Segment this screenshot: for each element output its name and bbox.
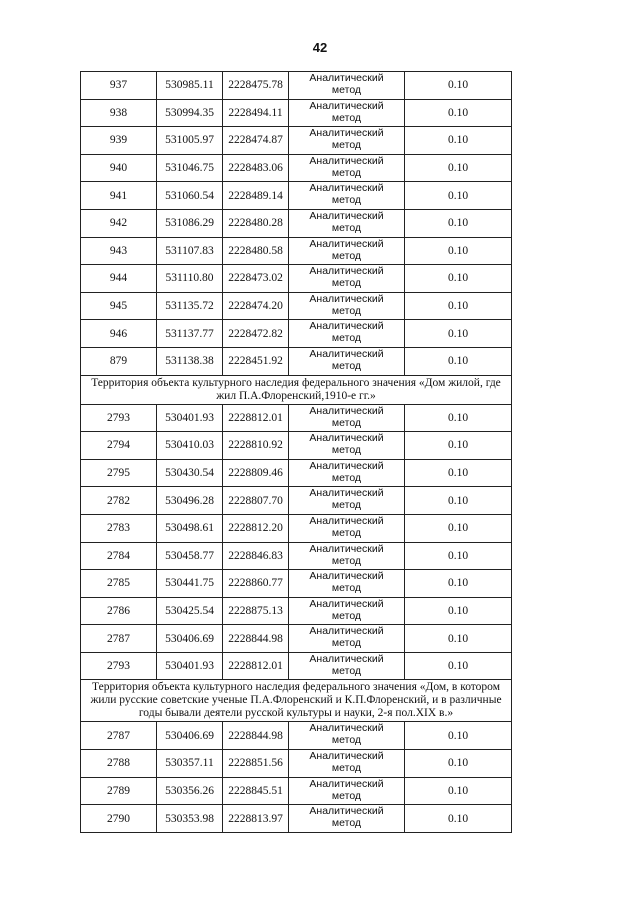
error-value: 0.10 bbox=[405, 127, 512, 155]
method-cell bbox=[289, 127, 405, 155]
point-number: 2787 bbox=[81, 722, 157, 750]
y-coordinate: 2228844.98 bbox=[223, 625, 289, 653]
method-label-line1: Аналитический bbox=[309, 777, 384, 790]
method-cell bbox=[289, 459, 405, 487]
x-coordinate: 531137.77 bbox=[157, 320, 223, 348]
error-value: 0.10 bbox=[405, 237, 512, 265]
error-value: 0.10 bbox=[405, 347, 512, 375]
y-coordinate: 2228846.83 bbox=[223, 542, 289, 570]
point-number: 2795 bbox=[81, 459, 157, 487]
x-coordinate: 530496.28 bbox=[157, 487, 223, 515]
method-label-line1: Аналитический bbox=[309, 542, 384, 555]
method-cell bbox=[289, 154, 405, 182]
x-coordinate: 530406.69 bbox=[157, 625, 223, 653]
error-value: 0.10 bbox=[405, 487, 512, 515]
x-coordinate: 530356.26 bbox=[157, 777, 223, 805]
method-label-line2: метод bbox=[331, 194, 362, 207]
method-label-line1: Аналитический bbox=[309, 127, 384, 140]
point-number: 2793 bbox=[81, 404, 157, 432]
method-label-line2: метод bbox=[331, 526, 362, 539]
method-cell bbox=[289, 597, 405, 625]
method-cell bbox=[289, 209, 405, 237]
section-title: Территория объекта культурного наследия федерального значения «Дом жилой, где жил П.А.Флоренский,1910-е гг.» bbox=[81, 375, 512, 404]
method-label-line2: метод bbox=[331, 762, 362, 775]
y-coordinate: 2228489.14 bbox=[223, 182, 289, 210]
table-row bbox=[81, 154, 512, 182]
method-cell bbox=[289, 320, 405, 348]
method-label-line1: Аналитический bbox=[309, 432, 384, 445]
table-row bbox=[81, 320, 512, 348]
x-coordinate: 530985.11 bbox=[157, 72, 223, 100]
method-label-line1: Аналитический bbox=[309, 154, 384, 167]
method-label-line2: метод bbox=[331, 111, 362, 124]
x-coordinate: 530430.54 bbox=[157, 459, 223, 487]
point-number: 2794 bbox=[81, 432, 157, 460]
error-value: 0.10 bbox=[405, 292, 512, 320]
point-number: 939 bbox=[81, 127, 157, 155]
table-row bbox=[81, 237, 512, 265]
table-row bbox=[81, 750, 512, 778]
point-number: 943 bbox=[81, 237, 157, 265]
y-coordinate: 2228475.78 bbox=[223, 72, 289, 100]
table-row bbox=[81, 432, 512, 460]
point-number: 2786 bbox=[81, 597, 157, 625]
method-cell bbox=[289, 750, 405, 778]
method-label-line2: метод bbox=[331, 221, 362, 234]
y-coordinate: 2228809.46 bbox=[223, 459, 289, 487]
method-label-line1: Аналитический bbox=[309, 265, 384, 278]
y-coordinate: 2228807.70 bbox=[223, 487, 289, 515]
method-cell bbox=[289, 292, 405, 320]
method-label-line2: метод bbox=[331, 332, 362, 345]
method-label-line2: метод bbox=[331, 359, 362, 372]
method-label-line1: Аналитический bbox=[309, 652, 384, 665]
point-number: 941 bbox=[81, 182, 157, 210]
method-label-line2: метод bbox=[331, 139, 362, 152]
coordinates-table bbox=[80, 71, 512, 833]
method-label-line1: Аналитический bbox=[309, 72, 384, 84]
x-coordinate: 530353.98 bbox=[157, 805, 223, 833]
method-label-line1: Аналитический bbox=[309, 722, 384, 735]
method-label-line1: Аналитический bbox=[309, 347, 384, 360]
table-row bbox=[81, 597, 512, 625]
method-label-line1: Аналитический bbox=[309, 597, 384, 610]
error-value: 0.10 bbox=[405, 404, 512, 432]
table-row bbox=[81, 459, 512, 487]
method-label-line1: Аналитический bbox=[309, 99, 384, 112]
x-coordinate: 530401.93 bbox=[157, 404, 223, 432]
table-row bbox=[81, 347, 512, 375]
error-value: 0.10 bbox=[405, 570, 512, 598]
method-label-line1: Аналитический bbox=[309, 750, 384, 763]
method-cell bbox=[289, 514, 405, 542]
x-coordinate: 530425.54 bbox=[157, 597, 223, 625]
y-coordinate: 2228480.58 bbox=[223, 237, 289, 265]
point-number: 2782 bbox=[81, 487, 157, 515]
method-cell bbox=[289, 182, 405, 210]
point-number: 2784 bbox=[81, 542, 157, 570]
point-number: 2790 bbox=[81, 805, 157, 833]
method-cell bbox=[289, 99, 405, 127]
point-number: 2783 bbox=[81, 514, 157, 542]
method-cell bbox=[289, 542, 405, 570]
y-coordinate: 2228812.20 bbox=[223, 514, 289, 542]
y-coordinate: 2228845.51 bbox=[223, 777, 289, 805]
method-label-line2: метод bbox=[331, 277, 362, 290]
method-label-line1: Аналитический bbox=[309, 237, 384, 250]
method-label-line2: метод bbox=[331, 249, 362, 262]
table-row bbox=[81, 209, 512, 237]
method-label-line2: метод bbox=[331, 304, 362, 317]
method-label-line1: Аналитический bbox=[309, 805, 384, 818]
y-coordinate: 2228812.01 bbox=[223, 652, 289, 680]
method-label-line2: метод bbox=[331, 664, 362, 677]
method-cell bbox=[289, 237, 405, 265]
y-coordinate: 2228812.01 bbox=[223, 404, 289, 432]
y-coordinate: 2228494.11 bbox=[223, 99, 289, 127]
method-label-line2: метод bbox=[331, 84, 362, 96]
method-label-line1: Аналитический bbox=[309, 459, 384, 472]
point-number: 2788 bbox=[81, 750, 157, 778]
method-label-line2: метод bbox=[331, 609, 362, 622]
error-value: 0.10 bbox=[405, 750, 512, 778]
table-row bbox=[81, 652, 512, 680]
method-label-line2: метод bbox=[331, 582, 362, 595]
point-number: 946 bbox=[81, 320, 157, 348]
table-row bbox=[81, 542, 512, 570]
x-coordinate: 531110.80 bbox=[157, 265, 223, 293]
method-label-line1: Аналитический bbox=[309, 320, 384, 333]
y-coordinate: 2228473.02 bbox=[223, 265, 289, 293]
x-coordinate: 531060.54 bbox=[157, 182, 223, 210]
method-label-line2: метод bbox=[331, 817, 362, 830]
y-coordinate: 2228474.20 bbox=[223, 292, 289, 320]
table-row bbox=[81, 777, 512, 805]
x-coordinate: 530406.69 bbox=[157, 722, 223, 750]
method-cell bbox=[289, 625, 405, 653]
section-title: Территория объекта культурного наследия федерального значения «Дом, в котором жили русские советские ученые П.А.Флоренский и К.П.Флоренский, и в различные годы бывали деятели русской культуры и науки, 2-я пол.XIX в.» bbox=[81, 680, 512, 722]
x-coordinate: 531086.29 bbox=[157, 209, 223, 237]
point-number: 879 bbox=[81, 347, 157, 375]
point-number: 2789 bbox=[81, 777, 157, 805]
point-number: 2787 bbox=[81, 625, 157, 653]
y-coordinate: 2228451.92 bbox=[223, 347, 289, 375]
y-coordinate: 2228472.82 bbox=[223, 320, 289, 348]
table-row bbox=[81, 514, 512, 542]
method-label-line2: метод bbox=[331, 416, 362, 429]
method-label-line2: метод bbox=[331, 637, 362, 650]
y-coordinate: 2228851.56 bbox=[223, 750, 289, 778]
y-coordinate: 2228844.98 bbox=[223, 722, 289, 750]
method-label-line2: метод bbox=[331, 554, 362, 567]
x-coordinate: 530441.75 bbox=[157, 570, 223, 598]
method-label-line2: метод bbox=[331, 444, 362, 457]
error-value: 0.10 bbox=[405, 514, 512, 542]
table-row bbox=[81, 72, 512, 100]
error-value: 0.10 bbox=[405, 154, 512, 182]
method-label-line1: Аналитический bbox=[309, 404, 384, 417]
x-coordinate: 530410.03 bbox=[157, 432, 223, 460]
method-label-line1: Аналитический bbox=[309, 487, 384, 500]
y-coordinate: 2228860.77 bbox=[223, 570, 289, 598]
error-value: 0.10 bbox=[405, 625, 512, 653]
x-coordinate: 530401.93 bbox=[157, 652, 223, 680]
table-row bbox=[81, 625, 512, 653]
table-row bbox=[81, 182, 512, 210]
table-row bbox=[81, 292, 512, 320]
method-label-line2: метод bbox=[331, 499, 362, 512]
section-header-row bbox=[81, 375, 512, 404]
y-coordinate: 2228483.06 bbox=[223, 154, 289, 182]
point-number: 937 bbox=[81, 72, 157, 100]
x-coordinate: 530498.61 bbox=[157, 514, 223, 542]
error-value: 0.10 bbox=[405, 265, 512, 293]
x-coordinate: 531107.83 bbox=[157, 237, 223, 265]
method-label-line1: Аналитический bbox=[309, 292, 384, 305]
error-value: 0.10 bbox=[405, 459, 512, 487]
table-row bbox=[81, 805, 512, 833]
x-coordinate: 531138.38 bbox=[157, 347, 223, 375]
point-number: 942 bbox=[81, 209, 157, 237]
x-coordinate: 531046.75 bbox=[157, 154, 223, 182]
table-row bbox=[81, 127, 512, 155]
y-coordinate: 2228813.97 bbox=[223, 805, 289, 833]
error-value: 0.10 bbox=[405, 722, 512, 750]
method-label-line2: метод bbox=[331, 166, 362, 179]
method-label-line2: метод bbox=[331, 471, 362, 484]
method-cell bbox=[289, 570, 405, 598]
error-value: 0.10 bbox=[405, 209, 512, 237]
method-cell bbox=[289, 72, 405, 100]
method-label-line2: метод bbox=[331, 734, 362, 747]
x-coordinate: 530994.35 bbox=[157, 99, 223, 127]
table-row bbox=[81, 265, 512, 293]
point-number: 2785 bbox=[81, 570, 157, 598]
method-cell bbox=[289, 652, 405, 680]
method-label-line1: Аналитический bbox=[309, 570, 384, 583]
table-row bbox=[81, 570, 512, 598]
y-coordinate: 2228875.13 bbox=[223, 597, 289, 625]
point-number: 945 bbox=[81, 292, 157, 320]
y-coordinate: 2228480.28 bbox=[223, 209, 289, 237]
table-row bbox=[81, 404, 512, 432]
point-number: 940 bbox=[81, 154, 157, 182]
error-value: 0.10 bbox=[405, 652, 512, 680]
y-coordinate: 2228474.87 bbox=[223, 127, 289, 155]
point-number: 944 bbox=[81, 265, 157, 293]
y-coordinate: 2228810.92 bbox=[223, 432, 289, 460]
error-value: 0.10 bbox=[405, 805, 512, 833]
method-label-line2: метод bbox=[331, 789, 362, 802]
section-header-row bbox=[81, 680, 512, 722]
error-value: 0.10 bbox=[405, 72, 512, 100]
method-cell bbox=[289, 722, 405, 750]
point-number: 938 bbox=[81, 99, 157, 127]
method-cell bbox=[289, 347, 405, 375]
table-row bbox=[81, 487, 512, 515]
x-coordinate: 530357.11 bbox=[157, 750, 223, 778]
error-value: 0.10 bbox=[405, 99, 512, 127]
table-row bbox=[81, 722, 512, 750]
error-value: 0.10 bbox=[405, 182, 512, 210]
method-cell bbox=[289, 805, 405, 833]
x-coordinate: 531005.97 bbox=[157, 127, 223, 155]
error-value: 0.10 bbox=[405, 777, 512, 805]
error-value: 0.10 bbox=[405, 432, 512, 460]
x-coordinate: 531135.72 bbox=[157, 292, 223, 320]
table-row bbox=[81, 99, 512, 127]
method-label-line1: Аналитический bbox=[309, 182, 384, 195]
method-cell bbox=[289, 487, 405, 515]
method-label-line1: Аналитический bbox=[309, 625, 384, 638]
error-value: 0.10 bbox=[405, 320, 512, 348]
error-value: 0.10 bbox=[405, 597, 512, 625]
method-cell bbox=[289, 404, 405, 432]
x-coordinate: 530458.77 bbox=[157, 542, 223, 570]
page-number: 42 bbox=[312, 40, 328, 55]
point-number: 2793 bbox=[81, 652, 157, 680]
method-cell bbox=[289, 777, 405, 805]
method-label-line1: Аналитический bbox=[309, 514, 384, 527]
coordinates-table-body bbox=[81, 72, 512, 833]
error-value: 0.10 bbox=[405, 542, 512, 570]
method-cell bbox=[289, 432, 405, 460]
method-cell bbox=[289, 265, 405, 293]
method-label-line1: Аналитический bbox=[309, 209, 384, 222]
